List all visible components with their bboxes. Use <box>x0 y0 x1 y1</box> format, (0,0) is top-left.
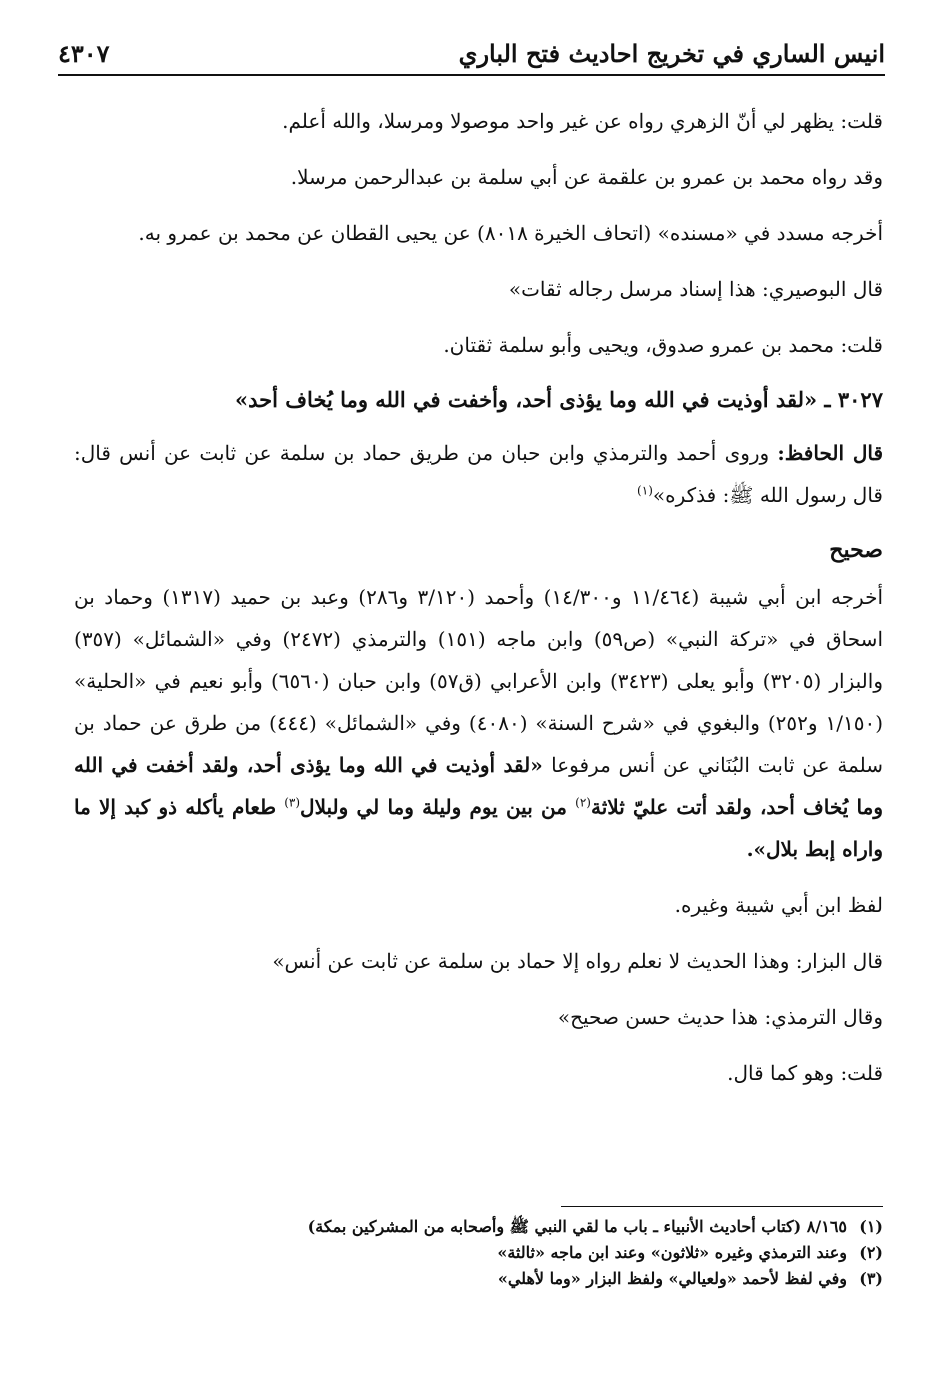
footnote-text: وفي لفظ لأحمد «ولعيالي» ولفظ البزار «وما لأهلي» <box>497 1269 847 1288</box>
paragraph-4: قال البوصيري: هذا إسناد مرسل رجاله ثقات» <box>508 277 883 301</box>
footnote-2 <box>74 1240 883 1266</box>
paragraph-2: وقد رواه محمد بن عمرو بن علقمة عن أبي سلمة بن عبدالرحمن مرسلا. <box>290 165 883 189</box>
paragraph-9: قلت: وهو كما قال. <box>727 1061 883 1085</box>
paragraph-7: قال البزار: وهذا الحديث لا نعلم رواه إلا حماد بن سلمة عن ثابت عن أنس» <box>272 949 883 973</box>
paragraph-1: قلت: يظهر لي أنّ الزهري رواه عن غير واحد موصولا ومرسلا، والله أعلم. <box>282 109 883 133</box>
takhrij-paragraph <box>74 576 883 870</box>
hadith-text-part-2: من بين يوم وليلة وما لي ولبلال <box>300 795 576 819</box>
footnote-text: وعند الترمذي وغيره «ثلاثون» وعند ابن ماجه «ثالثة» <box>497 1243 847 1262</box>
running-title: انيس الساري في تخريج احاديث فتح الباري <box>458 39 885 68</box>
footnote-ref-1: (١) <box>637 483 653 498</box>
hafiz-label: قال الحافظ: <box>777 441 884 465</box>
footnote-number: (٣) <box>859 1269 883 1288</box>
footnote-text: ٨/١٦٥ (كتاب أحاديث الأنبياء ـ باب ما لقي النبي ﷺ وأصحابه من المشركين بمكة) <box>307 1217 847 1236</box>
paragraph-8: وقال الترمذي: هذا حديث حسن صحيح» <box>557 1005 883 1029</box>
hafiz-paragraph <box>74 432 883 516</box>
hadith-text-part-1: «لقد أوذيت في الله وما يؤذى أحد، ولقد أخفت في الله وما يُخاف أحد، ولقد أتت عليّ ثلاثة <box>74 753 883 819</box>
footnote-ref-3: (٣) <box>284 795 301 810</box>
page-header <box>58 30 885 76</box>
footnote-number: (٢) <box>859 1243 883 1262</box>
hafiz-text: وروى أحمد والترمذي وابن حبان من طريق حماد بن سلمة عن ثابت عن أنس قال: قال رسول الله ﷺ: فذكره» <box>74 441 883 507</box>
takhrij-text: أخرجه ابن أبي شيبة (١١/٤٦٤ و١٤/٣٠٠) وأحمد (٣/١٢٠ و٢٨٦) وعبد بن حميد (١٣١٧) وحماد بن اسحاق في «تركة النبي» (ص٥٩) وابن ماجه (١٥١) والترمذي (٢٤٧٢) وفي «الشمائل» (٣٥٧) والبزار (٣٢٠٥) وأبو يعلى (٣٤٢٣) وابن الأعرابي (ق٥٧) وابن حبان (٦٥٦٠) وأبو نعيم في «الحلية» (١/١٥٠ و٢٥٢) والبغوي في «شرح السنة» (٤٠٨٠) وفي «الشمائل» (٤٤٤) من طرق عن حماد بن سلمة عن ثابت البُنَاني عن أنس مرفوعا <box>74 585 884 777</box>
grade-heading: صحيح <box>829 537 883 563</box>
hadith-heading: ٣٠٢٧ ـ «لقد أوذيت في الله وما يؤذى أحد، وأخفت في الله وما يُخاف أحد» <box>235 387 883 412</box>
footnote-divider <box>561 1206 883 1207</box>
page-number: ٤٣٠٧ <box>58 39 110 68</box>
main-text <box>74 96 883 1108</box>
footnote-1 <box>74 1214 883 1240</box>
paragraph-3: أخرجه مسدد في «مسنده» (اتحاف الخيرة ٨٠١٨) عن يحيى القطان عن محمد بن عمرو به. <box>138 221 883 245</box>
paragraph-5: قلت: محمد بن عمرو صدوق، ويحيى وأبو سلمة ثقتان. <box>443 333 883 357</box>
paragraph-6: لفظ ابن أبي شيبة وغيره. <box>674 893 883 917</box>
footnote-number: (١) <box>859 1217 883 1236</box>
hadith-text-part-3: طعام يأكله ذو كبد إلا ما واراه إبط بلال». <box>74 795 883 861</box>
footnote-ref-2: (٢) <box>575 795 591 810</box>
footnotes <box>74 1214 883 1292</box>
footnote-3 <box>74 1266 883 1292</box>
